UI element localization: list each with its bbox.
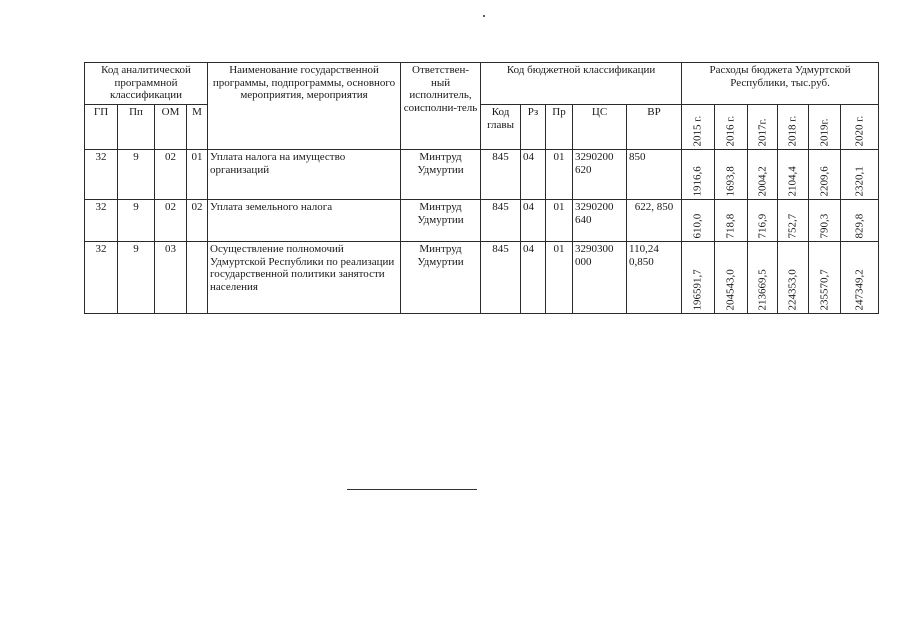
m-header: М <box>187 105 208 150</box>
om-header: ОМ <box>155 105 187 150</box>
expenses-header: Расходы бюджета Удмуртской Республики, тыс.руб. <box>682 63 879 105</box>
value-cell-2016: 204543,0 <box>715 242 748 314</box>
kod-glavy-cell: 845 <box>481 242 521 314</box>
name-cell: Уплата земельного налога <box>208 200 401 242</box>
rz-cell: 04 <box>521 242 546 314</box>
value-cell-2016: 1693,8 <box>715 150 748 200</box>
pp-cell: 9 <box>118 200 155 242</box>
cs-cell: 3290300 000 <box>573 242 627 314</box>
executor-header: Ответствен-ный исполнитель, соисполни-тель <box>401 63 481 150</box>
pp-cell: 9 <box>118 150 155 200</box>
m-cell <box>187 242 208 314</box>
pp-header: Пп <box>118 105 155 150</box>
gp-cell: 32 <box>85 150 118 200</box>
pp-cell: 9 <box>118 242 155 314</box>
value-cell-2019: 235570,7 <box>809 242 841 314</box>
m-cell: 02 <box>187 200 208 242</box>
vr-cell: 850 <box>627 150 682 200</box>
budget-code-header: Код бюджетной классификации <box>481 63 682 105</box>
cs-header: ЦС <box>573 105 627 150</box>
cs-cell: 3290200 640 <box>573 200 627 242</box>
value-cell-2019: 790,3 <box>809 200 841 242</box>
executor-cell: Минтруд Удмуртии <box>401 150 481 200</box>
year-header-2016: 2016 г. <box>715 105 748 150</box>
value-cell-2020: 2320,1 <box>841 150 879 200</box>
value-cell-2019: 2209,6 <box>809 150 841 200</box>
year-header-2017: 2017г. <box>748 105 778 150</box>
value-cell-2015: 196591,7 <box>682 242 715 314</box>
vr-cell: 110,24 0,850 <box>627 242 682 314</box>
pr-cell: 01 <box>546 200 573 242</box>
gp-cell: 32 <box>85 242 118 314</box>
rz-cell: 04 <box>521 200 546 242</box>
value-cell-2018: 2104,4 <box>778 150 809 200</box>
year-header-2020: 2020 г. <box>841 105 879 150</box>
gp-cell: 32 <box>85 200 118 242</box>
value-cell-2017: 213669,5 <box>748 242 778 314</box>
value-cell-2016: 718,8 <box>715 200 748 242</box>
value-cell-2015: 610,0 <box>682 200 715 242</box>
executor-cell: Минтруд Удмуртии <box>401 242 481 314</box>
name-cell: Осуществление полномочий Удмуртской Республики по реализации государственной политики занятости населения <box>208 242 401 314</box>
executor-cell: Минтруд Удмуртии <box>401 200 481 242</box>
rz-cell: 04 <box>521 150 546 200</box>
pr-cell: 01 <box>546 150 573 200</box>
value-cell-2017: 716,9 <box>748 200 778 242</box>
scan-speck <box>483 15 485 17</box>
table-row <box>85 150 879 200</box>
header-row-1 <box>85 63 879 105</box>
value-cell-2018: 752,7 <box>778 200 809 242</box>
om-cell: 02 <box>155 150 187 200</box>
year-header-2019: 2019г. <box>809 105 841 150</box>
m-cell: 01 <box>187 150 208 200</box>
table-row <box>85 200 879 242</box>
value-cell-2018: 224353,0 <box>778 242 809 314</box>
value-cell-2020: 829,8 <box>841 200 879 242</box>
gp-header: ГП <box>85 105 118 150</box>
rz-header: Рз <box>521 105 546 150</box>
vr-cell: 622, 850 <box>627 200 682 242</box>
kod-glavy-cell: 845 <box>481 150 521 200</box>
value-cell-2017: 2004,2 <box>748 150 778 200</box>
year-header-2015: 2015 г. <box>682 105 715 150</box>
pr-header: Пр <box>546 105 573 150</box>
header-row-2 <box>85 105 879 150</box>
kod-glavy-header: Код главы <box>481 105 521 150</box>
name-header: Наименование государственной программы, подпрограммы, основного мероприятия, мероприятия <box>208 63 401 150</box>
cs-cell: 3290200 620 <box>573 150 627 200</box>
om-cell: 02 <box>155 200 187 242</box>
value-cell-2015: 1916,6 <box>682 150 715 200</box>
year-header-2018: 2018 г. <box>778 105 809 150</box>
value-cell-2020: 247349,2 <box>841 242 879 314</box>
om-cell: 03 <box>155 242 187 314</box>
kod-glavy-cell: 845 <box>481 200 521 242</box>
code-group-header: Код аналитической программной классификации <box>85 63 208 105</box>
vr-header: ВР <box>627 105 682 150</box>
end-of-document-rule <box>347 489 477 490</box>
table-row <box>85 242 879 314</box>
budget-table <box>84 62 879 314</box>
name-cell: Уплата налога на имущество организаций <box>208 150 401 200</box>
pr-cell: 01 <box>546 242 573 314</box>
